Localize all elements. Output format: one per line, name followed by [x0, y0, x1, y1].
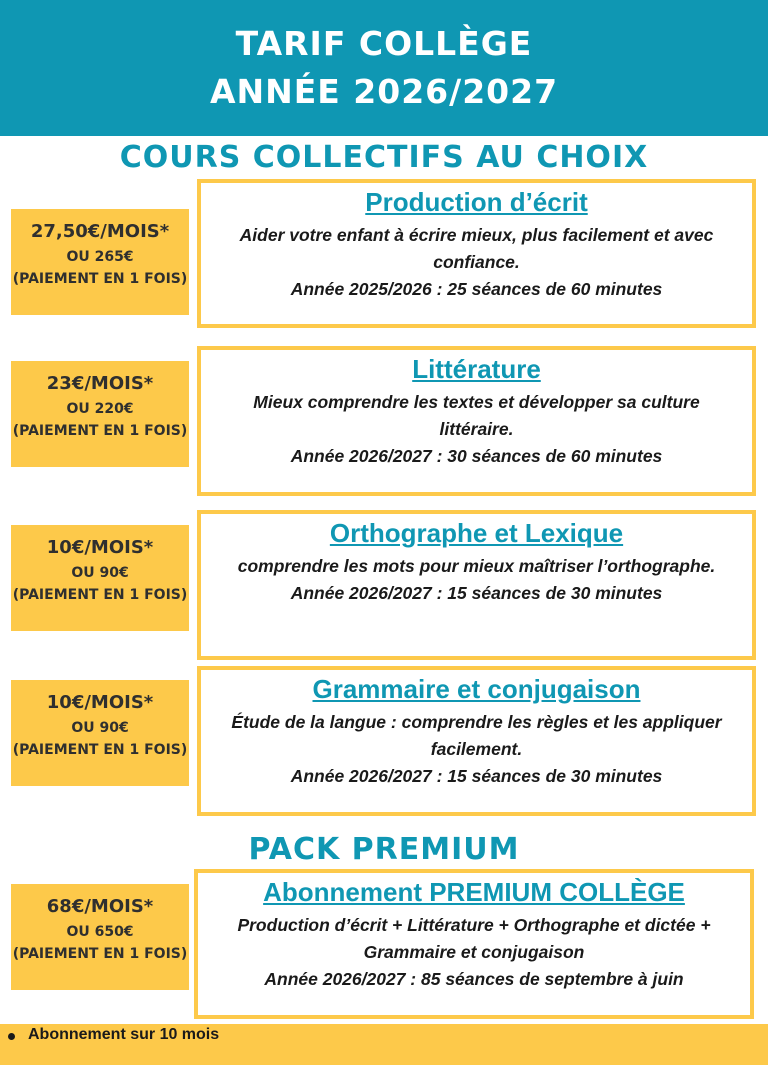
course-card-orthographe [197, 510, 756, 660]
price-payment-note: (PAIEMENT EN 1 FOIS) [12, 423, 188, 439]
section-title-premium: PACK PREMIUM [248, 832, 520, 867]
course-description: Mieux comprendre les textes et développer sa culture littéraire. [253, 392, 700, 439]
price-payment-note: (PAIEMENT EN 1 FOIS) [12, 946, 188, 962]
price-total: OU 90€ [71, 720, 129, 736]
price-total: OU 90€ [71, 565, 129, 581]
price-payment-note: (PAIEMENT EN 1 FOIS) [12, 271, 188, 287]
premium-title: Abonnement PREMIUM COLLÈGE [263, 877, 685, 907]
premium-description: Production d’écrit + Littérature + Orthographe et dictée + Grammaire et conjugaison [237, 915, 711, 962]
price-total: OU 650€ [66, 924, 134, 940]
course-title: Littérature [412, 354, 541, 384]
price-monthly: 68€/MOIS* [46, 896, 154, 917]
course-title: Production d’écrit [365, 187, 588, 217]
page-subtitle: ANNÉE 2026/2027 [209, 72, 559, 111]
premium-sessions: Année 2026/2027 : 85 séances de septembre à juin [264, 969, 684, 989]
page-title: TARIF COLLÈGE [235, 24, 533, 63]
course-sessions: Année 2025/2026 : 25 séances de 60 minutes [290, 279, 663, 299]
price-monthly: 10€/MOIS* [46, 692, 154, 713]
price-payment-note: (PAIEMENT EN 1 FOIS) [12, 587, 188, 603]
course-sessions: Année 2026/2027 : 15 séances de 30 minutes [290, 766, 663, 786]
course-sessions: Année 2026/2027 : 15 séances de 30 minutes [290, 583, 663, 603]
price-monthly: 27,50€/MOIS* [30, 221, 170, 242]
price-monthly: 10€/MOIS* [46, 537, 154, 558]
course-sessions: Année 2026/2027 : 30 séances de 60 minutes [290, 446, 663, 466]
course-description: Aider votre enfant à écrire mieux, plus facilement et avec confiance. [239, 225, 714, 272]
footer-note: Abonnement sur 10 mois [28, 1026, 220, 1043]
price-payment-note: (PAIEMENT EN 1 FOIS) [12, 742, 188, 758]
course-title: Grammaire et conjugaison [312, 674, 641, 704]
course-card-production [197, 179, 756, 328]
price-monthly: 23€/MOIS* [46, 373, 154, 394]
course-card-litterature [197, 346, 756, 496]
course-description: comprendre les mots pour mieux maîtriser l’orthographe. [237, 556, 716, 576]
price-total: OU 220€ [66, 401, 134, 417]
course-description: Étude de la langue : comprendre les règles et les appliquer facilement. [231, 712, 722, 759]
course-title: Orthographe et Lexique [329, 518, 624, 548]
price-total: OU 265€ [66, 249, 134, 265]
price-box-orthographe [11, 525, 189, 631]
price-box-production [11, 209, 189, 315]
section-title-collectifs: COURS COLLECTIFS AU CHOIX [119, 140, 649, 175]
price-box-litterature [11, 361, 189, 467]
bullet-icon [8, 1033, 15, 1040]
premium-card [194, 869, 754, 1019]
price-box-premium [11, 884, 189, 990]
course-card-grammaire [197, 666, 756, 816]
header-banner [0, 0, 768, 136]
price-box-grammaire [11, 680, 189, 786]
footer-band [0, 1024, 768, 1065]
